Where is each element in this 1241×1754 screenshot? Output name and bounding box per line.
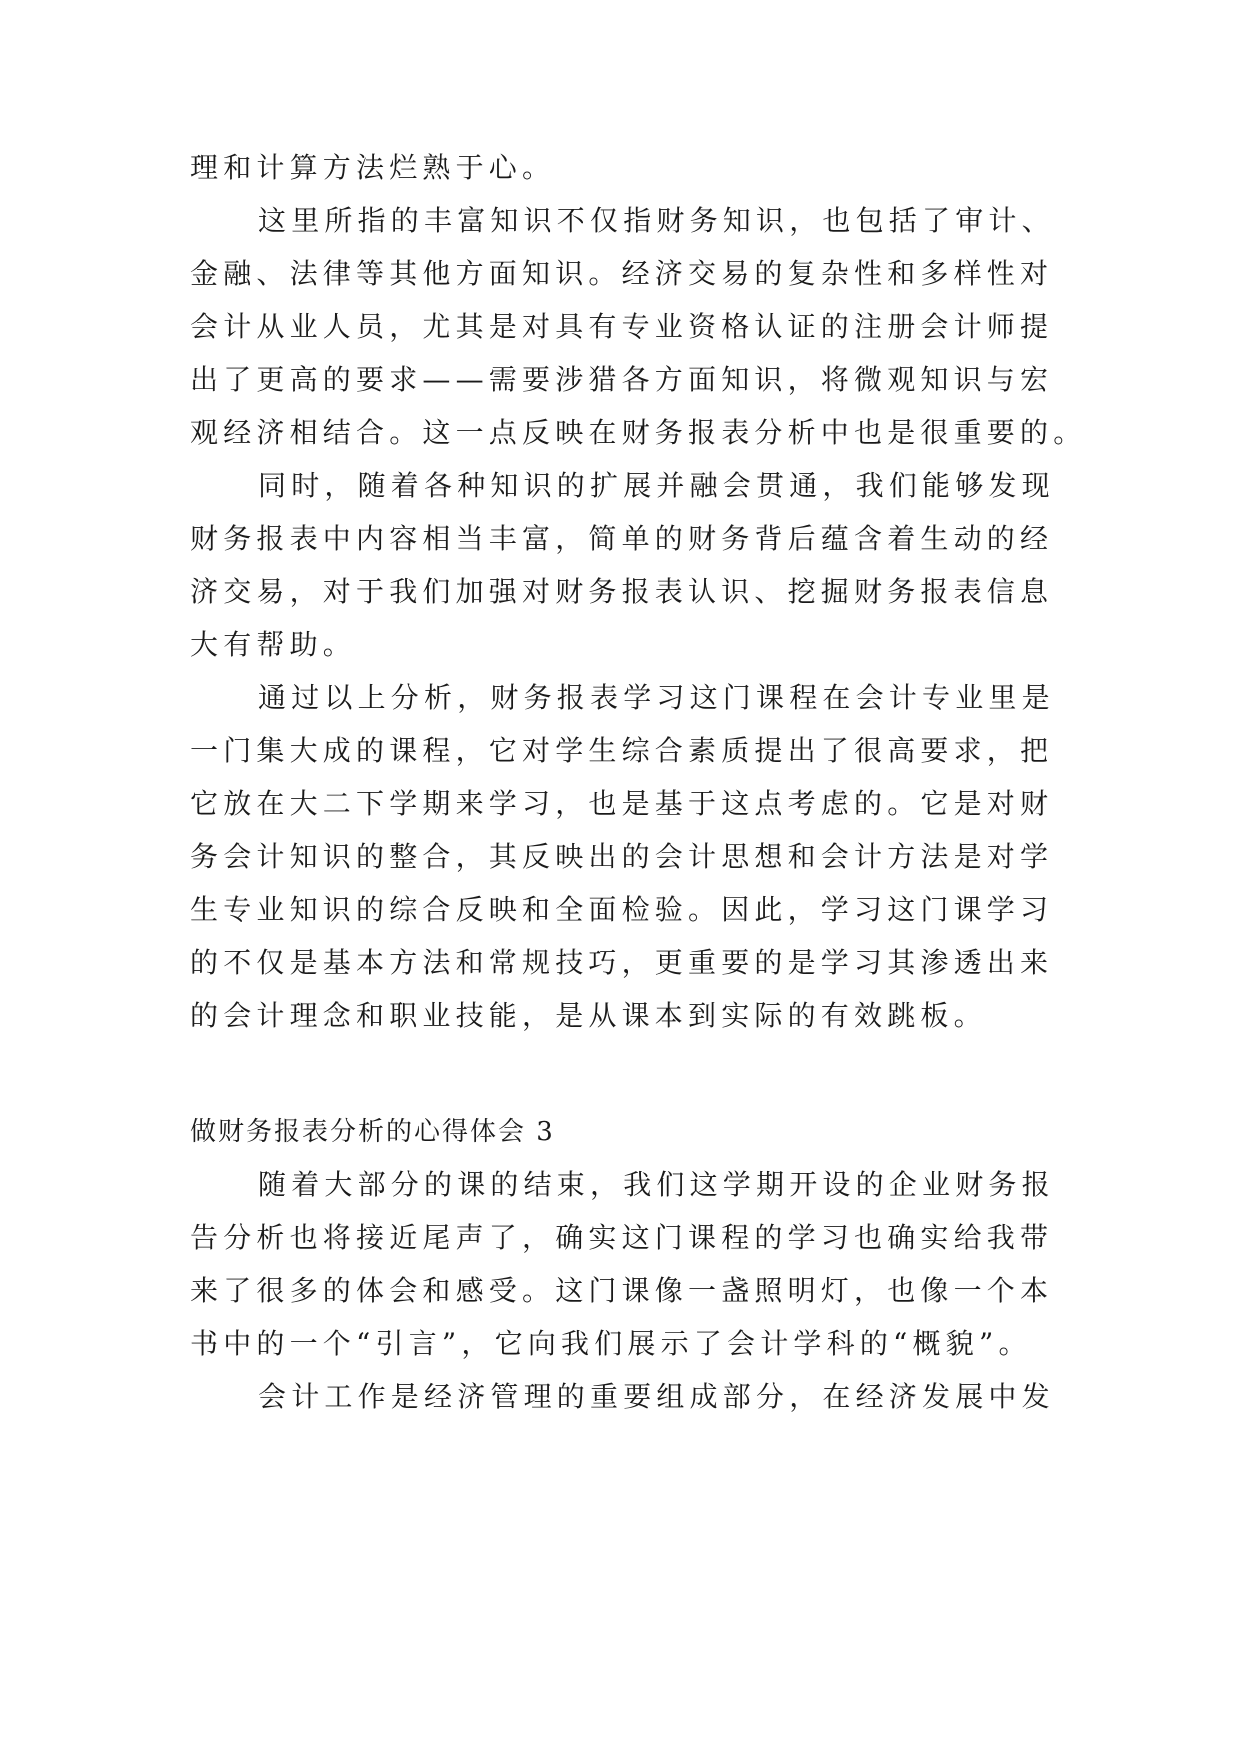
text-line: 告分析也将接近尾声了，确实这门课程的学习也确实给我带 [190, 1221, 1054, 1254]
text-line: 通过以上分析，财务报表学习这门课程在会计专业里是 [258, 681, 1055, 714]
text-line: 的不仅是基本方法和常规技巧，更重要的是学习其渗透出来 [190, 946, 1054, 979]
text-line: 书中的一个“引言”，它向我们展示了会计学科的“概貌”。 [190, 1327, 1032, 1360]
text-line: 理和计算方法烂熟于心。 [190, 151, 556, 184]
section-title: 做财务报表分析的心得体会 3 [190, 1117, 555, 1147]
text-line: 它放在大二下学期来学习，也是基于这点考虑的。它是对财 [190, 787, 1054, 820]
text-line: 大有帮助。 [190, 628, 357, 661]
text-line: 生专业知识的综合反映和全面检验。因此，学习这门课学习 [190, 893, 1054, 926]
text-line: 一门集大成的课程，它对学生综合素质提出了很高要求，把 [190, 734, 1054, 767]
text-line: 的会计理念和职业技能，是从课本到实际的有效跳板。 [190, 999, 987, 1032]
text-line: 会计工作是经济管理的重要组成部分，在经济发展中发 [258, 1380, 1055, 1413]
text-line: 这里所指的丰富知识不仅指财务知识，也包括了审计、 [258, 204, 1055, 237]
text-line: 财务报表中内容相当丰富，简单的财务背后蕴含着生动的经 [190, 522, 1054, 555]
text-line: 金融、法律等其他方面知识。经济交易的复杂性和多样性对 [190, 257, 1054, 290]
text-line: 观经济相结合。这一点反映在财务报表分析中也是很重要的。 [190, 416, 1087, 449]
text-line: 济交易，对于我们加强对财务报表认识、挖掘财务报表信息 [190, 575, 1054, 608]
text-line: 会计从业人员，尤其是对具有专业资格认证的注册会计师提 [190, 310, 1054, 343]
text-line: 务会计知识的整合，其反映出的会计思想和会计方法是对学 [190, 840, 1054, 873]
text-line: 出了更高的要求——需要涉猎各方面知识，将微观知识与宏 [190, 363, 1054, 396]
text-line: 来了很多的体会和感受。这门课像一盏照明灯，也像一个本 [190, 1274, 1054, 1307]
text-line: 同时，随着各种知识的扩展并融会贯通，我们能够发现 [258, 469, 1055, 502]
text-line: 随着大部分的课的结束，我们这学期开设的企业财务报 [258, 1168, 1055, 1201]
